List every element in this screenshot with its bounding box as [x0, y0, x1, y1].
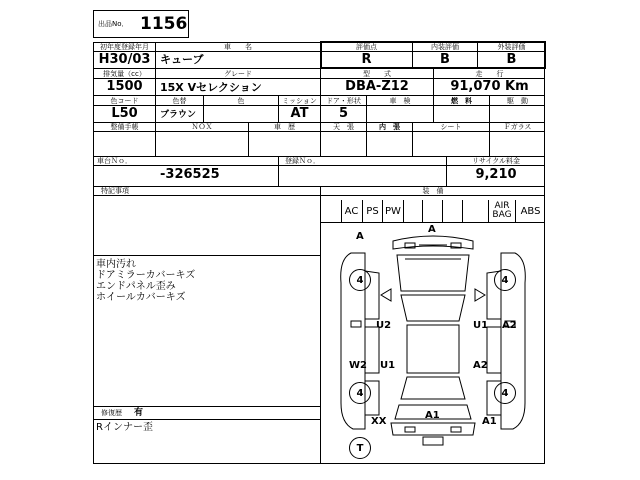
recycle-label: リサイクル料金	[471, 157, 521, 165]
equipment-cell-abs: ABS	[520, 205, 541, 217]
score-label: 評価点	[356, 43, 377, 51]
note-line-3: エンドパネル歪み	[96, 281, 176, 292]
lot-number: 1156	[140, 14, 188, 34]
notes-label: 特記事項	[101, 187, 129, 195]
equipment-cell-blank-4	[463, 200, 489, 222]
mission-label: ミッション	[282, 97, 317, 105]
exterior-score-value: B	[506, 52, 517, 67]
mark-a2-right-upper: A2	[502, 320, 517, 331]
year-label: 初年度登録年月	[100, 43, 149, 51]
color-code-value: L50	[111, 106, 138, 121]
mark-a-top-left: A	[356, 231, 364, 242]
repair-label: 修復歴	[101, 409, 122, 417]
chassis-label: 車台Ｎｏ．	[97, 157, 132, 165]
mileage-value: 91,070 Km	[450, 79, 529, 94]
equipment-cell-blank-3	[443, 200, 463, 222]
equipment-cell-airbag: AIR BAG	[489, 200, 516, 222]
cc-label: 排気量（cc）	[103, 70, 146, 78]
car-damage-diagram	[321, 223, 545, 463]
equipment-cell-blank-2	[423, 200, 443, 222]
cc-value: 1500	[106, 79, 143, 94]
color-value: ブラウン	[160, 110, 197, 120]
chassis-value: -326525	[160, 167, 220, 182]
note-line-1: 車内汚れ	[96, 259, 136, 270]
mark-a1-rear: A1	[425, 410, 440, 421]
registration-label: 登録Ｎｏ．	[285, 157, 320, 165]
note-line-2: ドアミラーカバーキズ	[96, 270, 196, 281]
glass-label: Ｆガラス	[503, 123, 532, 131]
mark-xx: XX	[371, 416, 387, 427]
lot-box	[93, 10, 189, 38]
color-label: 色	[237, 97, 245, 105]
mark-u2: U2	[376, 320, 392, 331]
nox-label: ＮＯＸ	[191, 123, 213, 131]
tire-spare: T	[349, 437, 371, 459]
mark-u1-right: U1	[473, 320, 489, 331]
grade-value: 15X Vセレクション	[160, 81, 262, 94]
tire-rear-right: 4	[494, 382, 516, 404]
equipment-label: 装 備	[422, 187, 444, 195]
score-value: R	[361, 52, 372, 67]
repair-value: 有	[134, 408, 144, 418]
mark-a1-right: A1	[482, 416, 497, 427]
history-label: 車 歴	[274, 123, 295, 131]
seat-label: シート	[440, 123, 462, 131]
mileage-label: 走 行	[475, 70, 504, 78]
recycle-value: 9,210	[475, 167, 517, 182]
equipment-cell-pw: PW	[383, 200, 404, 222]
mission-value: AT	[290, 106, 309, 121]
model-value: DBA-Z12	[345, 79, 409, 94]
equipment-cell-ac: AC	[341, 200, 363, 222]
note-line-4: ホイールカバーキズ	[96, 292, 186, 303]
interior-panel-label: 内 張	[379, 123, 400, 131]
doors-value: 5	[338, 106, 349, 121]
equipment-cell-ps: PS	[363, 200, 383, 222]
grade-label: グレード	[224, 70, 252, 78]
ceiling-label: 天 張	[333, 123, 354, 131]
mark-u1-left: U1	[380, 360, 396, 371]
interior-score-value: B	[440, 52, 450, 67]
mark-w2: W2	[349, 360, 367, 371]
color-change-label: 色替	[172, 97, 187, 105]
mark-a2-right-lower: A2	[473, 360, 488, 371]
doors-label: ドア・形状	[326, 97, 361, 105]
year-value: H30/03	[98, 52, 151, 67]
mark-a-top: A	[428, 224, 436, 235]
tire-rear-left: 4	[349, 382, 371, 404]
color-code-label: 色コード	[110, 97, 139, 105]
manual-label: 整備手帳	[110, 123, 139, 131]
repair-note: Rインナー歪	[96, 422, 153, 433]
tire-front-right: 4	[494, 269, 516, 291]
fuel-label: 燃 料	[451, 97, 472, 105]
car-name-value: キューブ	[160, 53, 204, 66]
tire-front-left: 4	[349, 269, 371, 291]
inspection-label: 車 検	[389, 97, 411, 105]
interior-score-label: 内装評価	[431, 43, 459, 51]
exterior-score-label: 外装評価	[497, 43, 526, 51]
model-label: 型 式	[363, 70, 391, 78]
car-name-label: 車 名	[224, 43, 252, 51]
drive-label: 駆 動	[507, 97, 528, 105]
lot-label: 出品No．	[98, 20, 129, 28]
equipment-cell-blank-1	[404, 200, 423, 222]
